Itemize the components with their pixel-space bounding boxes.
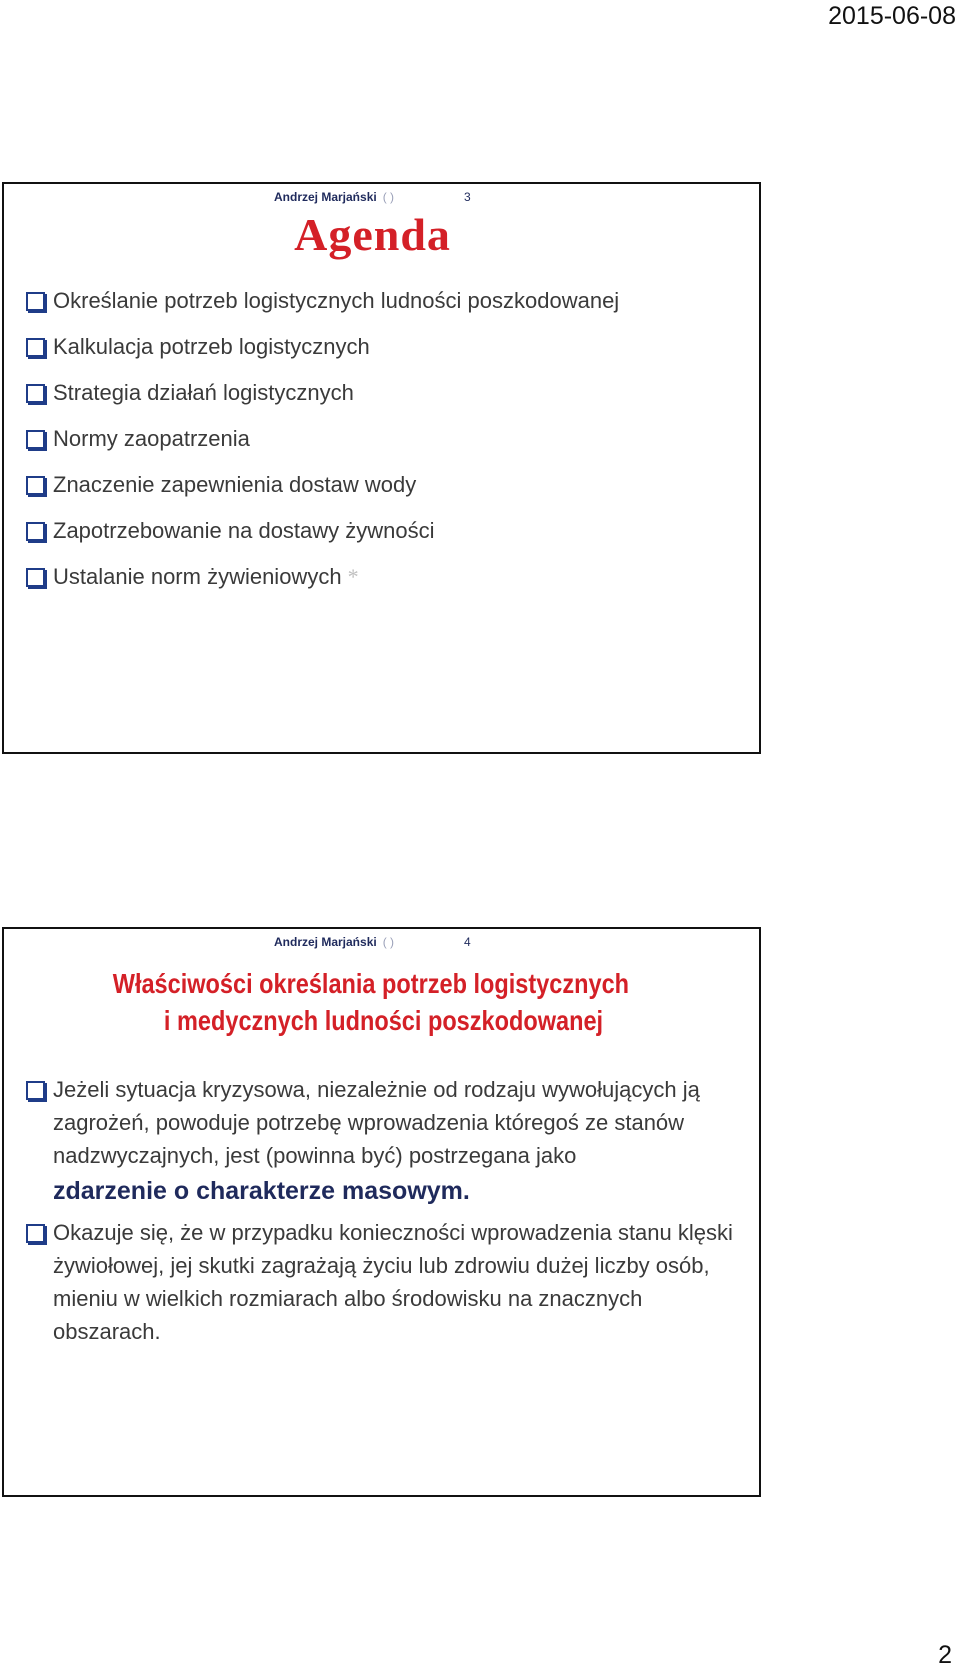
slide-author-paren: ( ) <box>382 190 395 204</box>
checkbox-bullet-icon <box>26 568 45 587</box>
checkbox-bullet-icon <box>26 384 45 403</box>
slide-agenda <box>2 182 761 754</box>
agenda-item <box>26 462 619 508</box>
slide-body <box>26 1073 751 1348</box>
slide-title-line-2: i medycznych ludności poszkodowanej <box>163 1005 604 1036</box>
agenda-item <box>26 416 619 462</box>
checkbox-bullet-icon <box>26 338 45 357</box>
slide-author-paren: ( ) <box>382 935 395 949</box>
paragraph-1-emphasis: zdarzenie o charakterze masowym. <box>53 1177 470 1205</box>
page-date: 2015-06-08 <box>828 2 956 30</box>
bullet-paragraph <box>26 1073 751 1210</box>
slide-number: 3 <box>464 190 471 204</box>
slide-header <box>274 935 471 949</box>
agenda-item-label: Ustalanie norm żywieniowych <box>53 564 342 589</box>
slide-author: Andrzej Marjański <box>274 190 377 204</box>
agenda-item <box>26 554 619 600</box>
agenda-item-label: Kalkulacja potrzeb logistycznych <box>53 334 370 359</box>
paragraph-2-text: Okazuje się, że w przypadku konieczności wprowadzenia stanu klęski żywiołowej, jej skutki zagrażają życiu lub zdrowiu dużej liczby osób, mieniu w wielkich rozmiarach albo środowisku na znacznych obszarach. <box>53 1220 733 1344</box>
agenda-item-label: Określanie potrzeb logistycznych ludności poszkodowanej <box>53 288 620 313</box>
checkbox-bullet-icon <box>26 430 45 449</box>
slide-header <box>274 190 471 204</box>
slide-author: Andrzej Marjański <box>274 935 377 949</box>
agenda-item <box>26 370 619 416</box>
paragraph-1-text: Jeżeli sytuacja kryzysowa, niezależnie od rodzaju wywołujących ją zagrożeń, powoduje potrzebę wprowadzenia któregoś ze stanów nadzwyczajnych, jest (powinna być) postrzegana jako <box>53 1077 700 1168</box>
checkbox-bullet-icon <box>26 476 45 495</box>
bullet-paragraph <box>26 1216 751 1348</box>
agenda-item-label: Strategia działań logistycznych <box>53 380 354 405</box>
checkbox-bullet-icon <box>26 522 45 541</box>
agenda-list <box>26 278 619 600</box>
checkbox-bullet-icon <box>26 1224 45 1243</box>
slide-number: 4 <box>464 935 471 949</box>
agenda-item <box>26 278 619 324</box>
page-number: 2 <box>938 1641 952 1669</box>
agenda-item-label: Zapotrzebowanie na dostawy żywności <box>53 518 435 543</box>
asterisk-mark: * <box>347 564 359 589</box>
paragraph-text <box>53 1073 751 1210</box>
slide-title <box>65 965 703 1039</box>
slide-properties <box>2 927 761 1497</box>
agenda-item-label: Normy zaopatrzenia <box>53 426 250 451</box>
slide-title-line-1: Właściwości określania potrzeb logistycznych <box>112 968 630 999</box>
checkbox-bullet-icon <box>26 292 45 311</box>
agenda-item <box>26 324 619 370</box>
agenda-item-label: Znaczenie zapewnienia dostaw wody <box>53 472 417 497</box>
checkbox-bullet-icon <box>26 1081 45 1100</box>
agenda-item <box>26 508 619 554</box>
slide-title: Agenda <box>294 209 451 260</box>
